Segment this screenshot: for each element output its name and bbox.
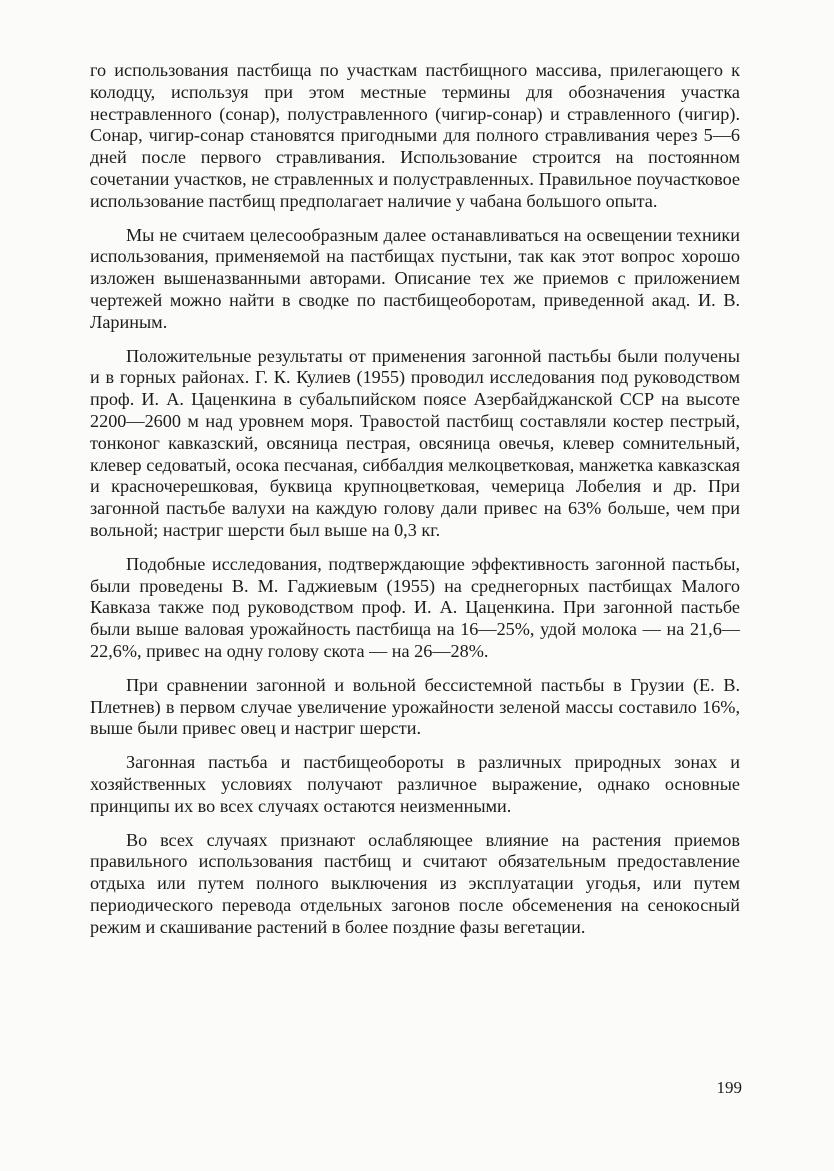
page-number: 199: [716, 1078, 742, 1097]
paragraph: Положительные результаты от применения загонной пастьбы были получены и в горных районах. Г. К. Кулиев (1955) проводил исследования под руководством проф. И. А. Цаценкина в субальпийском поясе Азербайджанской ССР на высоте 2200—2600 м над уровнем моря. Травостой пастбищ составляли костер пестрый, тонконог кавказский, овсяница пестрая, овсяница овечья, клевер сомнительный, клевер седоватый, осока песчаная, сиббалдия мелкоцветковая, манжетка кавказская и красночерешковая, буквица крупноцветковая, чемерица Лобелия и др. При загонной пастьбе валухи на каждую голову дали привес на 63% больше, чем при вольной; настриг шерсти был выше на 0,3 кг.: [90, 345, 740, 540]
paragraph: При сравнении загонной и вольной бессистемной пастьбы в Грузии (Е. В. Плетнев) в первом случае увеличение урожайности зеленой массы составило 16%, выше были привес овец и настриг шерсти.: [90, 674, 740, 739]
body-text: [90, 60, 740, 950]
paragraph: Подобные исследования, подтверждающие эффективность загонной пастьбы, были проведены В. М. Гаджиевым (1955) на среднегорных пастбищах Малого Кавказа также под руководством проф. И. А. Цаценкина. При загонной пастьбе были выше валовая урожайность пастбища на 16—25%, удой молока — на 21,6—22,6%, привес на одну голову скота — на 26—28%.: [90, 553, 740, 661]
paragraph: Загонная пастьба и пастбищеобороты в различных природных зонах и хозяйственных условиях получают различное выражение, однако основные принципы их во всех случаях остаются неизменными.: [90, 752, 740, 816]
paragraph: Во всех случаях признают ослабляющее влияние на растения приемов правильного использования пастбищ и считают обязательным предоставление отдыха или путем полного выключения из эксплуатации угодья, или путем периодического перевода отдельных загонов после обсеменения на сенокосный режим и скашивание растений в более поздние фазы вегетации.: [90, 829, 740, 937]
paragraph-continuation: го использования пастбища по участкам пастбищного массива, прилегающего к колодцу, используя при этом местные термины для обозначения участка нестравленного (сонар), полустравленного (чигир-сонар) и стравленного (чигир). Сонар, чигир-сонар становятся пригодными для полного стравливания через 5—6 дней после первого стравливания. Использование строится на постоянном сочетании участков, не стравленных и полустравленных. Правильное поучастковое использование пастбищ предполагает наличие у чабана большого опыта.: [90, 60, 740, 211]
paragraph: Мы не считаем целесообразным далее останавливаться на освещении техники использования, применяемой на пастбищах пустыни, так как этот вопрос хорошо изложен вышеназванными авторами. Описание тех же приемов с приложением чертежей можно найти в сводке по пастбищеоборотам, приведенной акад. И. В. Лариным.: [90, 224, 740, 332]
